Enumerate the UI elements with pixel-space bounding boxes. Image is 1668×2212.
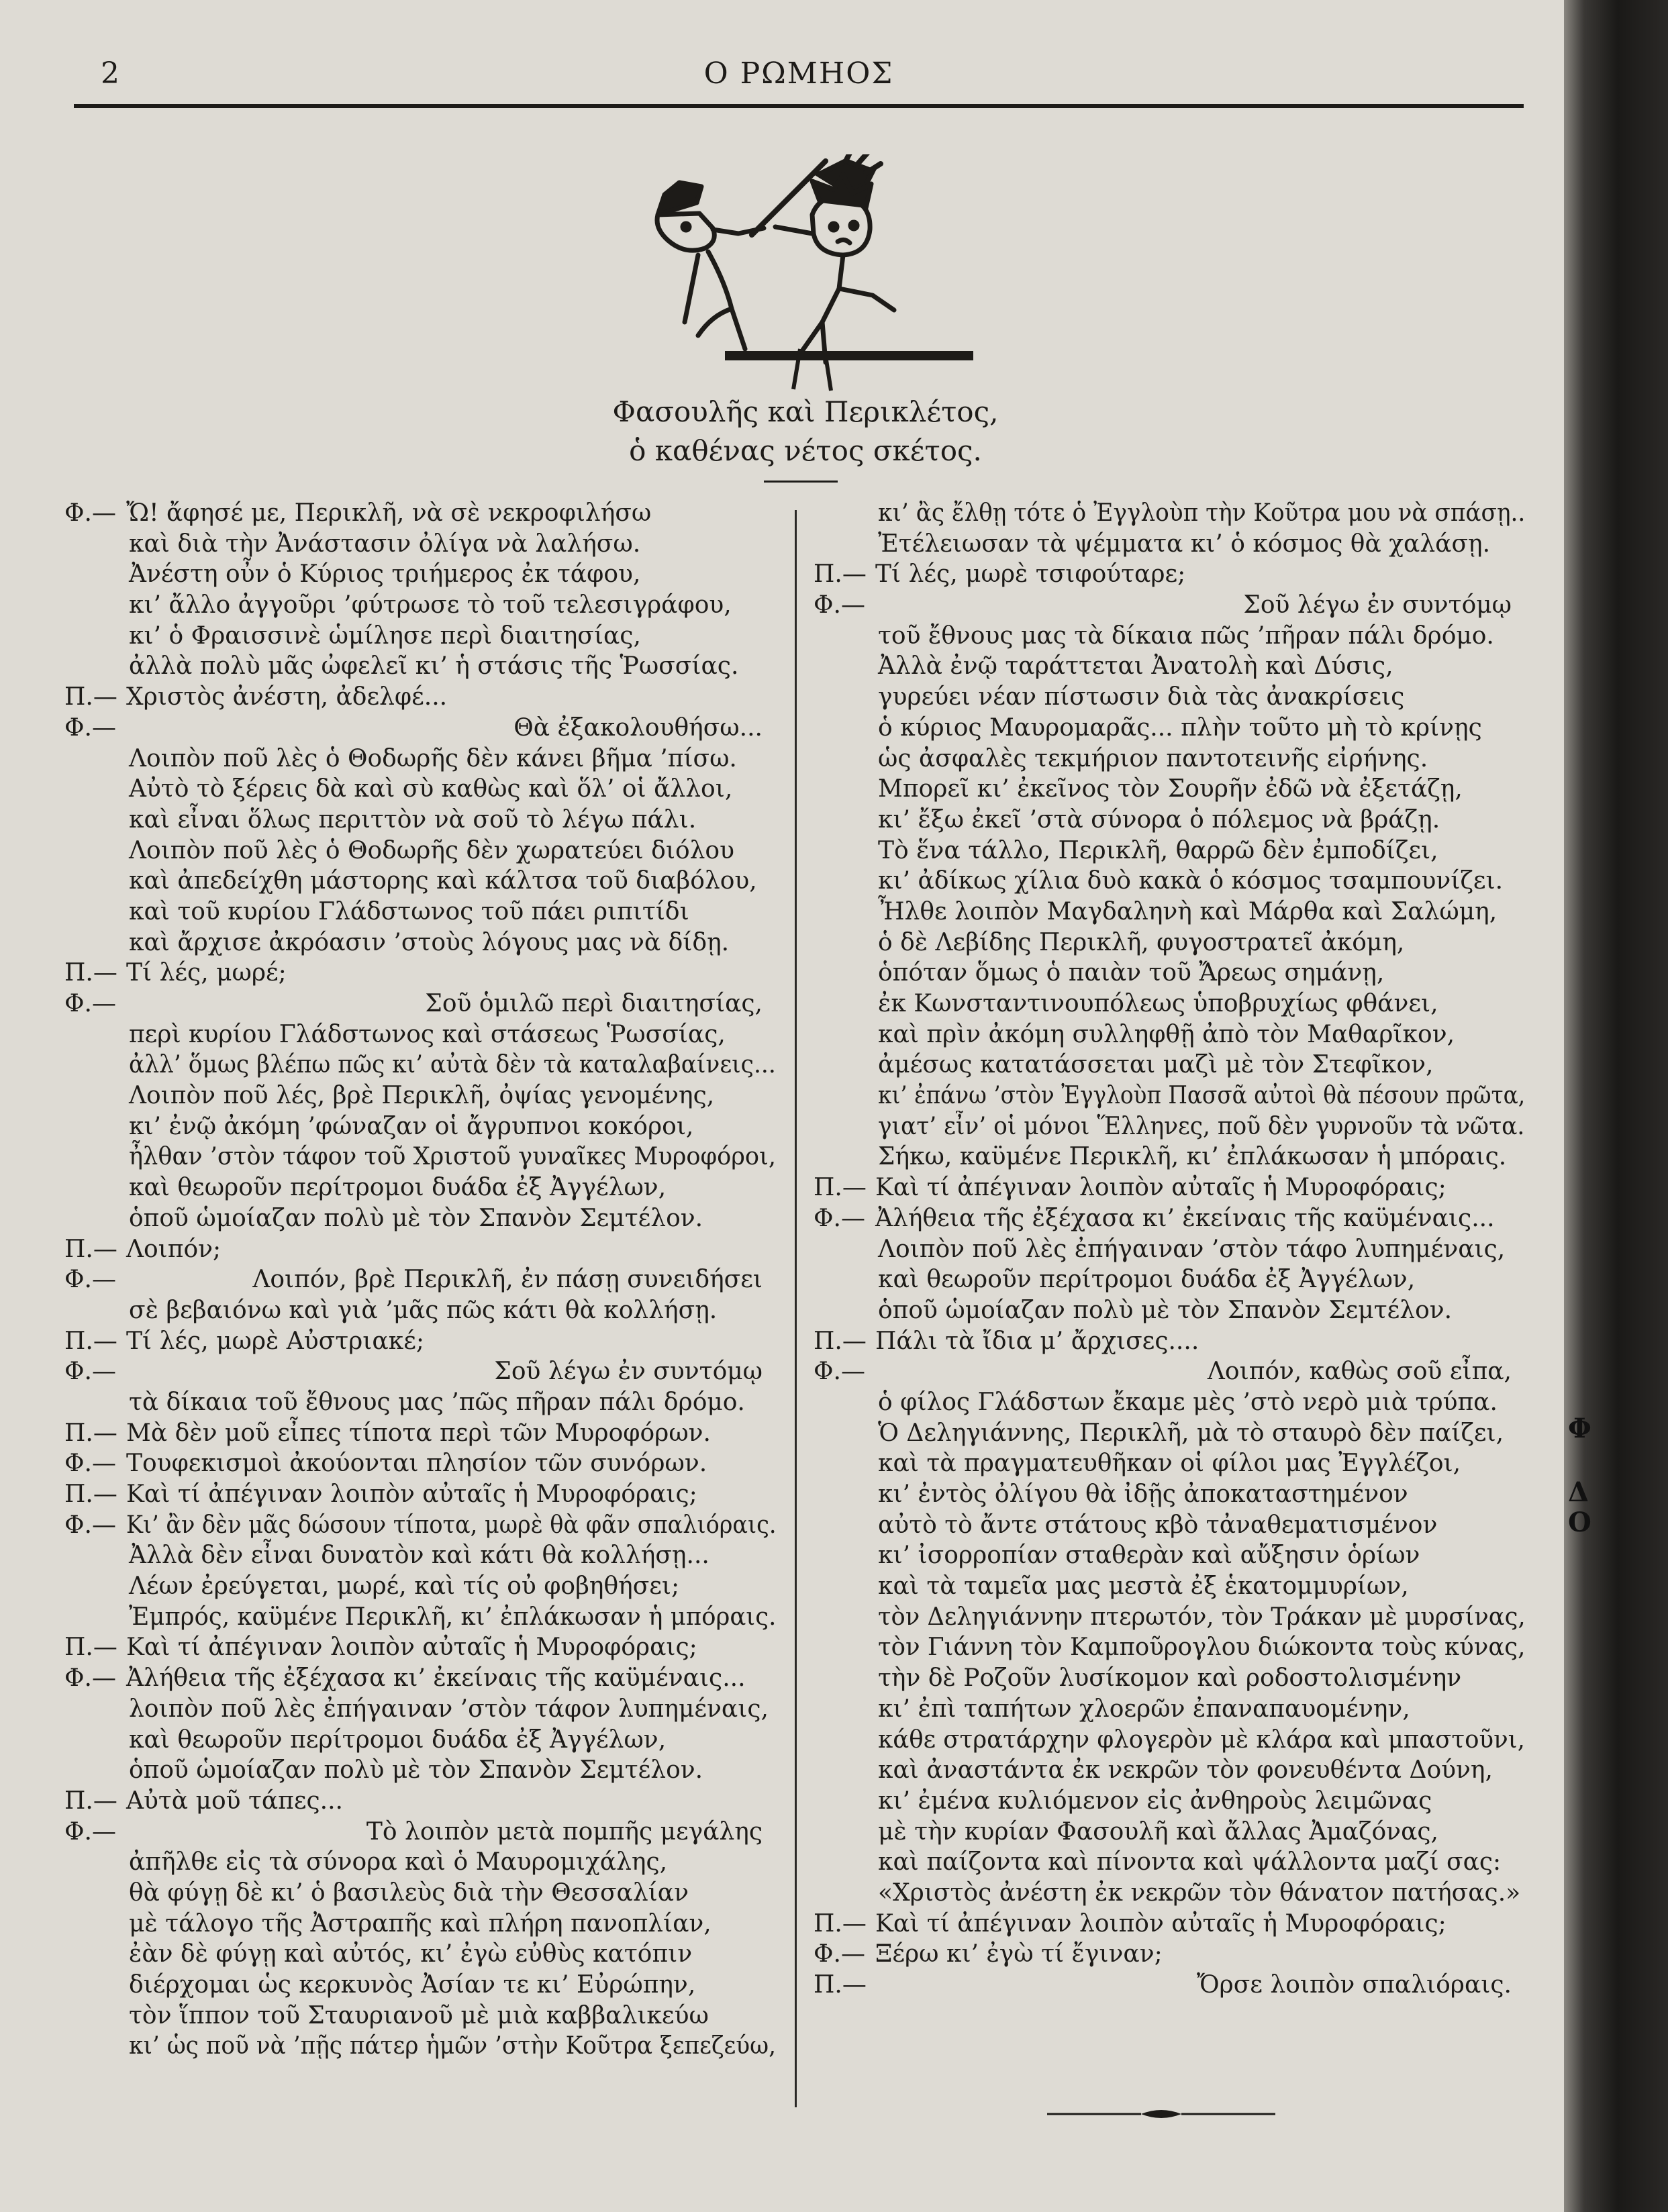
verse-line — [814, 621, 1532, 652]
verse-text: Καὶ τί ἀπέγιναν λοιπὸν αὐταῖς ἡ Μυροφόραις; — [875, 1909, 1446, 1938]
verse-line — [814, 1080, 1532, 1111]
verse-line — [814, 1909, 1532, 1940]
ornament-divider — [1047, 2106, 1275, 2122]
masthead-title: Ο ΡΩΜΗΟΣ — [703, 56, 894, 91]
verse-line — [64, 744, 783, 774]
verse-text: καὶ τὰ πραγματευθῆκαν οἱ φίλοι μας Ἐγγλέζοι, — [878, 1450, 1461, 1478]
verse-line — [814, 774, 1532, 805]
verse-text: τὰ δίκαια τοῦ ἔθνους μας ’πῶς πῆραν πάλι δρόμο. — [129, 1388, 745, 1416]
verse-line — [814, 1172, 1532, 1203]
verse-text: Ὤ! ἄφησέ με, Περικλῆ, νὰ σὲ νεκροφιλήσω — [126, 499, 652, 527]
verse-text: ὁποῦ ὡμοίαζαν πολὺ μὲ τὸν Σπανὸν Σεμτέλον. — [129, 1756, 703, 1784]
speaker-label: Π.— — [64, 1480, 117, 1508]
verse-line — [64, 1142, 783, 1172]
speaker-label: Π.— — [64, 959, 117, 987]
verse-text: τὸν Δεληγιάννην πτερωτόν, τὸν Τράκαν μὲ μυρσίνας, — [878, 1603, 1526, 1631]
verse-text: κάθε στρατάρχην φλογερὸν μὲ κλάρα καὶ μπαστοῦνι, — [878, 1725, 1525, 1754]
verse-text: καὶ ἄρχισε ἀκρόασιν ’στοὺς λόγους μας νὰ δίδῃ. — [129, 928, 730, 956]
verse-text: Μὰ δὲν μοῦ εἶπες τίποτα περὶ τῶν Μυροφόρων. — [126, 1419, 711, 1447]
verse-line — [64, 774, 783, 805]
verse-line — [64, 1663, 783, 1694]
verse-text: κι’ ἐπὶ ταπήτων χλοερῶν ἐπαναπαυομένην, — [878, 1695, 1410, 1723]
verse-line — [64, 1694, 783, 1725]
speaker-label: Φ.— — [64, 713, 116, 742]
verse-text: καὶ ἀναστάντα ἐκ νεκρῶν τὸν φονευθέντα Δούνη, — [878, 1756, 1493, 1784]
verse-text: Αὐτὰ μοῦ τάπες... — [126, 1787, 343, 1815]
verse-line — [64, 1080, 783, 1111]
speaker-label: Φ.— — [64, 1511, 116, 1539]
speaker-label: Φ.— — [64, 1664, 116, 1693]
verse-text: καὶ θεωροῦν περίτρομοι δυάδα ἐξ Ἀγγέλων, — [129, 1725, 667, 1754]
verse-line — [64, 1909, 783, 1940]
edge-fragment: Ο — [1568, 1507, 1591, 1538]
verse-text: ὁποῦ ὡμοίαζαν πολὺ μὲ τὸν Σπανὸν Σεμτέλον. — [129, 1204, 703, 1232]
speaker-label: Φ.— — [814, 1940, 865, 1968]
speaker-label: Φ.— — [814, 591, 865, 619]
verse-line — [814, 559, 1532, 590]
verse-text: Σήκω, καϋμένε Περικλῆ, κι’ ἐπλάκωσαν ἡ μπόραις. — [878, 1143, 1507, 1171]
verse-line — [814, 1418, 1532, 1449]
verse-text: ὁ κύριος Μαυρομαρᾶς... πλὴν τοῦτο μὴ τὸ κρίνῃς — [878, 713, 1482, 742]
speaker-label: Π.— — [64, 1419, 117, 1447]
verse-line — [814, 1050, 1532, 1080]
verse-line — [64, 1295, 783, 1326]
verse-text: ἐκ Κωνσταντινουπόλεως ὑποβρυχίως φθάνει, — [878, 990, 1438, 1017]
speaker-label: Φ.— — [64, 990, 116, 1017]
verse-text: Κι’ ἂν δὲν μᾶς δώσουν τίποτα, μωρὲ θὰ φᾶν σπαλιόραις. — [126, 1511, 777, 1539]
verse-text: ἀλλ’ ὅμως βλέπω πῶς κι’ αὐτὰ δὲν τὰ καταλαβαίνεις... — [129, 1051, 776, 1079]
caption-line-2: ὁ καθένας νέτος σκέτος. — [629, 434, 982, 467]
verse-text: Λοιπόν, βρὲ Περικλῆ, ἐν πάσῃ συνειδήσει — [252, 1266, 763, 1294]
verse-text: ἦλθαν ’στὸν τάφον τοῦ Χριστοῦ γυναῖκες Μυροφόροι, — [129, 1143, 777, 1171]
verse-line — [814, 1632, 1532, 1663]
verse-text: Τί λές, μωρέ; — [126, 959, 287, 987]
verse-text: καὶ θεωροῦν περίτρομοι δυάδα ἐξ Ἀγγέλων, — [878, 1266, 1416, 1294]
verse-line — [814, 1234, 1532, 1265]
verse-text: μὲ τάλογο τῆς Ἀστραπῆς καὶ πλήρη πανοπλίαν, — [129, 1909, 712, 1938]
verse-line — [64, 1418, 783, 1449]
verse-text: Ἐμπρός, καϋμένε Περικλῆ, κι’ ἐπλάκωσαν ἡ μπόραις. — [129, 1603, 777, 1631]
page-edge-strip — [1564, 0, 1668, 2212]
speaker-label: Φ.— — [814, 1358, 865, 1386]
verse-line — [64, 2001, 783, 2031]
verse-line — [64, 1172, 783, 1203]
verse-text: Τουφεκισμοὶ ἀκούονται πλησίον τῶν συνόρων. — [126, 1450, 707, 1478]
verse-text: Ὁ Δεληγιάννης, Περικλῆ, μὰ τὸ σταυρὸ δὲν παίζει, — [878, 1419, 1504, 1447]
verse-line — [64, 1326, 783, 1357]
verse-line — [64, 498, 783, 529]
verse-text: καὶ διὰ τὴν Ἀνάστασιν ὀλίγα νὰ λαλήσω. — [129, 530, 641, 558]
verse-text: ὁ φίλος Γλάδστων ἔκαμε μὲς ’στὸ νερὸ μιὰ τρύπα. — [878, 1388, 1498, 1416]
verse-text: Ἀλλὰ δὲν εἶναι δυνατὸν καὶ κάτι θὰ κολλήσῃ... — [129, 1542, 709, 1570]
edge-fragment: Δ — [1568, 1476, 1589, 1508]
verse-text: τὸν ἵππον τοῦ Σταυριανοῦ μὲ μιὰ καββαλικεύω — [129, 2001, 709, 2029]
verse-text: Μπορεῖ κι’ ἐκεῖνος τὸν Σουρῆν ἐδῶ νὰ ἐξετάζῃ, — [878, 775, 1463, 803]
verse-text: κι’ ἀδίκως χίλια δυὸ κακὰ ὁ κόσμος τσαμπουνίζει. — [878, 867, 1504, 895]
verse-line — [64, 590, 783, 621]
verse-line — [814, 1448, 1532, 1479]
verse-line — [64, 1111, 783, 1142]
speaker-label: Π.— — [814, 1971, 867, 1999]
illustration-caption — [470, 393, 1141, 470]
verse-line — [814, 1939, 1532, 1970]
verse-line — [64, 1878, 783, 1909]
verse-line — [814, 713, 1532, 744]
verse-text: Καὶ τί ἀπέγιναν λοιπὸν αὐταῖς ἡ Μυροφόραις; — [126, 1633, 697, 1662]
verse-line — [64, 1019, 783, 1050]
verse-text: Σοῦ λέγω ἐν συντόμῳ — [494, 1358, 763, 1386]
speaker-label: Π.— — [814, 1174, 867, 1202]
verse-line — [814, 744, 1532, 774]
verse-text: καὶ θεωροῦν περίτρομοι δυάδα ἐξ Ἀγγέλων, — [129, 1174, 667, 1202]
verse-text: Λοιπὸν ποῦ λὲς ὁ Θοδωρῆς δὲν χωρατεύει διόλου — [129, 836, 734, 864]
verse-text: Αὐτὸ τὸ ξέρεις δὰ καὶ σὺ καθὼς καὶ ὅλ’ οἱ ἄλλοι, — [129, 775, 733, 803]
verse-line — [64, 1050, 783, 1080]
verse-text: σὲ βεβαιόνω καὶ γιὰ ’μᾶς πῶς κάτι θὰ κολλήσῃ. — [129, 1296, 718, 1324]
verse-line — [64, 927, 783, 958]
verse-line — [814, 1786, 1532, 1817]
verse-line — [64, 1264, 783, 1295]
verse-text: τοῦ ἔθνους μας τὰ δίκαια πῶς ’πῆραν πάλι δρόμο. — [878, 621, 1494, 650]
verse-text: διέρχομαι ὡς κερκυνὸς Ἀσίαν τε κι’ Εὐρώπην, — [129, 1971, 696, 1999]
column-divider — [795, 510, 797, 2107]
verse-text: Λοιπόν; — [126, 1235, 222, 1263]
verse-text: Λοιπὸν ποῦ λὲς ἐπήγαιναν ’στὸν τάφο λυπημέναις, — [878, 1235, 1506, 1263]
verse-text: Θὰ ἐξακολουθήσω... — [513, 713, 763, 742]
verse-text: «Χριστὸς ἀνέστη ἐκ νεκρῶν τὸν θάνατον πατήσας.» — [878, 1878, 1521, 1907]
verse-text: ὁ δὲ Λεβίδης Περικλῆ, φυγοστρατεῖ ἀκόμη, — [878, 928, 1405, 956]
verse-line — [64, 651, 783, 682]
verse-text: Χριστὸς ἀνέστη, ἀδελφέ... — [126, 683, 448, 711]
verse-text: κι’ ὡς ποῦ νὰ ’πῇς πάτερ ἡμῶν ’στὴν Κοῦτρα ξεπεζεύω, — [129, 2032, 777, 2060]
verse-line — [64, 1479, 783, 1510]
verse-line — [814, 1510, 1532, 1541]
verse-line — [64, 1939, 783, 1970]
verse-text: Λοιπὸν ποῦ λὲς ὁ Θοδωρῆς δὲν κάνει βῆμα ’πίσω. — [129, 744, 737, 772]
verse-text: κι’ ὁ Φραισσινὲ ὡμίλησε περὶ διαιτησίας, — [129, 621, 641, 650]
verse-line — [814, 897, 1532, 927]
verse-line — [64, 1448, 783, 1479]
verse-line — [814, 1111, 1532, 1142]
verse-text: Σοῦ λέγω ἐν συντόμῳ — [1243, 591, 1512, 619]
verse-text: λοιπὸν ποῦ λὲς ἐπήγαιναν ’στὸν τάφον λυπημέναις, — [129, 1695, 769, 1723]
verse-line — [814, 682, 1532, 713]
speaker-label: Π.— — [814, 1909, 867, 1938]
verse-line — [64, 682, 783, 713]
verse-line — [64, 897, 783, 927]
verse-text: καὶ εἶναι ὅλως περιττὸν νὰ σοῦ τὸ λέγω πάλι. — [129, 805, 697, 834]
page-header — [74, 47, 1524, 101]
page-number: 2 — [101, 56, 119, 91]
verse-line — [814, 927, 1532, 958]
speaker-label: Φ.— — [64, 1358, 116, 1386]
verse-text: ἀλλὰ πολὺ μᾶς ὠφελεῖ κι’ ἡ στάσις τῆς Ῥωσσίας. — [129, 652, 739, 681]
speaker-label: Π.— — [64, 1235, 117, 1263]
speaker-label: Π.— — [64, 1787, 117, 1815]
verse-text: τὴν δὲ Ροζοῦν λυσίκομον καὶ ροδοστολισμένην — [878, 1664, 1462, 1693]
speaker-label: Φ.— — [64, 1817, 116, 1846]
verse-line — [64, 1571, 783, 1602]
verse-line — [64, 1847, 783, 1878]
caption-line-1: Φασουλῆς καὶ Περικλέτος, — [612, 395, 999, 428]
verse-line — [814, 1019, 1532, 1050]
verse-text: γιατ’ εἶν’ οἱ μόνοι Ἕλληνες, ποῦ δὲν γυρνοῦν τὰ νῶτα. — [878, 1112, 1525, 1140]
verse-line — [64, 1510, 783, 1541]
verse-text: Πάλι τὰ ἴδια μ’ ἄρχισες.... — [875, 1327, 1199, 1355]
verse-text: θὰ φύγῃ δὲ κι’ ὁ βασιλεὺς διὰ τὴν Θεσσαλίαν — [129, 1878, 689, 1907]
speaker-label: Φ.— — [64, 1266, 116, 1294]
verse-line — [814, 989, 1532, 1019]
verse-line — [814, 1970, 1532, 2001]
verse-text: Λέων ἐρεύγεται, μωρέ, καὶ τίς οὐ φοβηθήσει; — [129, 1572, 680, 1601]
speaker-label: Π.— — [64, 683, 117, 711]
verse-line — [814, 498, 1532, 529]
verse-text: ἀπῆλθε εἰς τὰ σύνορα καὶ ὁ Μαυρομιχάλης, — [129, 1848, 668, 1876]
verse-line — [814, 866, 1532, 897]
verse-text: καὶ πρὶν ἀκόμη συλληφθῇ ἀπὸ τὸν Μαθαρῖκον, — [878, 1020, 1455, 1048]
header-rule — [74, 104, 1524, 108]
verse-text: Τί λές, μωρὲ τσιφούταρε; — [875, 560, 1186, 589]
verse-text: καὶ τοῦ κυρίου Γλάδστωνος τοῦ πάει ριπιτίδι — [129, 897, 689, 925]
verse-line — [64, 1540, 783, 1571]
verse-text: Καὶ τί ἀπέγιναν λοιπὸν αὐταῖς ἡ Μυροφόραις; — [875, 1174, 1446, 1202]
fasoulis-perikletos-illustration — [644, 154, 973, 396]
verse-text: καὶ παίζοντα καὶ πίνοντα καὶ ψάλλοντα μαζί σας: — [878, 1848, 1502, 1876]
verse-line — [64, 1203, 783, 1234]
verse-text: κι’ ἂς ἔλθῃ τότε ὁ Ἐγγλοὺπ τὴν Κοῦτρα μου νὰ σπάσῃ.. — [878, 499, 1526, 527]
verse-text: Τὸ ἕνα τάλλο, Περικλῆ, θαρρῶ δὲν ἐμποδίζει, — [878, 836, 1438, 864]
verse-line — [64, 621, 783, 652]
verse-text: κι’ ἐνῷ ἀκόμη ’φώναζαν οἱ ἄγρυπνοι κοκόροι, — [129, 1112, 694, 1140]
verse-text: Ξέρω κι’ ἐγὼ τί ἔγιναν; — [875, 1940, 1163, 1968]
verse-line — [64, 1786, 783, 1817]
verse-text: Τὸ λοιπὸν μετὰ πομπῆς μεγάλης — [366, 1817, 763, 1846]
verse-line — [64, 1970, 783, 2001]
verse-line — [814, 805, 1532, 836]
right-column — [814, 498, 1532, 2001]
verse-line — [814, 1203, 1532, 1234]
verse-text: περὶ κυρίου Γλάδστωνος καὶ στάσεως Ῥωσσίας, — [129, 1020, 726, 1048]
verse-line — [64, 1387, 783, 1418]
verse-line — [814, 1479, 1532, 1510]
verse-line — [64, 1817, 783, 1848]
verse-line — [814, 1264, 1532, 1295]
verse-line — [814, 1142, 1532, 1172]
verse-text: κι’ ἐμένα κυλιόμενον εἰς ἀνθηροὺς λειμῶνας — [878, 1787, 1432, 1815]
verse-line — [64, 1234, 783, 1265]
verse-text: Ἀλλὰ ἐνῷ ταράττεται Ἀνατολὴ καὶ Δύσις, — [878, 652, 1393, 681]
verse-text: ἀμέσως κατατάσσεται μαζὶ μὲ τὸν Στεφῖκον, — [878, 1051, 1434, 1079]
caption-rule — [764, 481, 838, 483]
verse-line — [814, 1725, 1532, 1756]
verse-text: αὐτὸ τὸ ἄντε στάτους κβὸ τἀναθεματισμένον — [878, 1511, 1438, 1539]
verse-text: Ὄρσε λοιπὸν σπαλιόραις. — [1196, 1971, 1512, 1999]
speaker-label: Π.— — [814, 1327, 867, 1355]
verse-text: γυρεύει νέαν πίστωσιν διὰ τὰς ἀνακρίσεις — [878, 683, 1405, 711]
verse-text: κι’ ἐπάνω ’στὸν Ἐγγλοὺπ Πασσᾶ αὐτοὶ θὰ πέσουν πρῶτα, — [878, 1082, 1526, 1110]
verse-line — [814, 1878, 1532, 1909]
verse-line — [814, 651, 1532, 682]
speaker-label: Φ.— — [64, 499, 116, 527]
verse-text: Λοιπόν, καθὼς σοῦ εἶπα, — [1207, 1358, 1512, 1386]
verse-text: Ἀλήθεια τῆς ἐξέχασα κι’ ἐκείναις τῆς καϋμέναις... — [126, 1664, 746, 1693]
verse-line — [814, 1326, 1532, 1357]
verse-text: κι’ ἔξω ἐκεῖ ’στὰ σύνορα ὁ πόλεμος νὰ βράζῃ. — [878, 805, 1440, 834]
verse-line — [64, 989, 783, 1019]
verse-line — [814, 1387, 1532, 1418]
verse-text: τὸν Γιάννη τὸν Καμποῦρογλου διώκοντα τοὺς κύνας, — [878, 1633, 1526, 1662]
verse-text: ἐὰν δὲ φύγῃ καὶ αὐτός, κι’ ἐγὼ εὐθὺς κατόπιν — [129, 1940, 693, 1968]
verse-text: Ἀνέστη οὖν ὁ Κύριος τριήμερος ἐκ τάφου, — [129, 560, 641, 589]
verse-text: καὶ τὰ ταμεῖα μας μεστὰ ἐξ ἑκατομμυρίων, — [878, 1572, 1409, 1601]
speaker-label: Π.— — [814, 560, 867, 589]
verse-line — [814, 1694, 1532, 1725]
verse-line — [64, 1632, 783, 1663]
verse-text: ὁπόταν ὅμως ὁ παιὰν τοῦ Ἄρεως σημάνῃ, — [878, 959, 1385, 987]
verse-text: ὡς ἀσφαλὲς τεκμήριον παντοτεινῆς εἰρήνης. — [878, 744, 1428, 772]
left-figure — [657, 183, 764, 349]
verse-text: Ἀλήθεια τῆς ἐξέχασα κι’ ἐκείναις τῆς καϋμέναις... — [875, 1204, 1495, 1232]
verse-line — [814, 1663, 1532, 1694]
verse-text: κι’ ἐντὸς ὀλίγου θὰ ἰδῇς ἀποκαταστημένον — [878, 1480, 1408, 1508]
verse-text: ὁποῦ ὡμοίαζαν πολὺ μὲ τὸν Σπανὸν Σεμτέλον. — [878, 1296, 1453, 1324]
verse-line — [64, 1755, 783, 1786]
verse-line — [64, 2031, 783, 2062]
verse-text: Λοιπὸν ποῦ λές, βρὲ Περικλῆ, ὀψίας γενομένης, — [129, 1082, 715, 1110]
verse-line — [64, 1725, 783, 1756]
verse-text: Ἦλθε λοιπὸν Μαγδαληνὴ καὶ Μάρθα καὶ Σαλώμη, — [878, 897, 1498, 925]
verse-line — [814, 1602, 1532, 1633]
verse-line — [64, 1356, 783, 1387]
verse-line — [814, 1356, 1532, 1387]
verse-line — [814, 1755, 1532, 1786]
verse-line — [814, 1847, 1532, 1878]
verse-line — [814, 958, 1532, 989]
speaker-label: Π.— — [64, 1633, 117, 1662]
verse-line — [814, 1540, 1532, 1571]
verse-line — [814, 1817, 1532, 1848]
verse-line — [64, 1602, 783, 1633]
verse-line — [64, 958, 783, 989]
verse-line — [64, 836, 783, 866]
right-figure — [775, 174, 894, 362]
verse-text: Ἐτέλειωσαν τὰ ψέμματα κι’ ὁ κόσμος θὰ χαλάσῃ. — [878, 530, 1491, 558]
verse-line — [64, 713, 783, 744]
verse-text: μὲ τὴν κυρίαν Φασουλῆ καὶ ἄλλας Ἀμαζόνας, — [878, 1817, 1438, 1846]
verse-text: Καὶ τί ἀπέγιναν λοιπὸν αὐταῖς ἡ Μυροφόραις; — [126, 1480, 697, 1508]
verse-text: καὶ ἀπεδείχθη μάστορης καὶ κάλτσα τοῦ διαβόλου, — [129, 867, 757, 895]
left-column — [64, 498, 783, 2062]
verse-line — [814, 529, 1532, 560]
verse-line — [64, 529, 783, 560]
speaker-label: Φ.— — [64, 1450, 116, 1478]
verse-line — [814, 590, 1532, 621]
speaker-label: Φ.— — [814, 1204, 865, 1232]
verse-line — [64, 805, 783, 836]
verse-text: κι’ ἰσορροπίαν σταθερὰν καὶ αὔξησιν ὁρίων — [878, 1542, 1420, 1570]
edge-fragment: Φ — [1568, 1413, 1591, 1444]
verse-line — [814, 1571, 1532, 1602]
verse-text: Σοῦ ὁμιλῶ περὶ διαιτησίας, — [425, 990, 763, 1017]
verse-line — [64, 866, 783, 897]
verse-text: Τί λές, μωρὲ Αὐστριακέ; — [126, 1327, 425, 1355]
verse-line — [814, 836, 1532, 866]
verse-text: κι’ ἄλλο ἀγγοῦρι ’φύτρωσε τὸ τοῦ τελεσιγράφου, — [129, 591, 732, 619]
verse-line — [64, 559, 783, 590]
speaker-label: Π.— — [64, 1327, 117, 1355]
verse-line — [814, 1295, 1532, 1326]
